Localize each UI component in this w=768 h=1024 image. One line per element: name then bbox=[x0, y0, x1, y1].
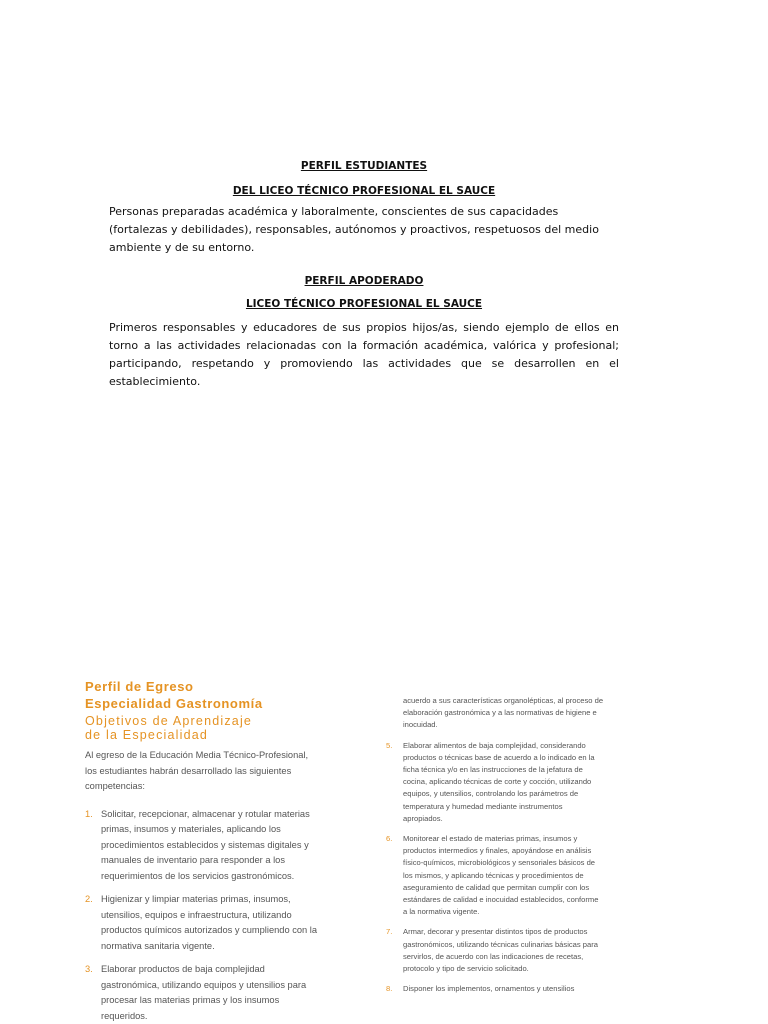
egreso-subtitle-2: de la Especialidad bbox=[85, 728, 209, 742]
item-text: Higienizar y limpiar materias primas, insumos, utensilios, equipos e infraestructura, utilizando productos químicos autorizados y cumpliendo con la normativa sanitaria vigente. bbox=[101, 894, 318, 951]
perfil-apoderado-text: Primeros responsables y educadores de sus propios hijos/as, siendo ejemplo de ellos en torno a las actividades relacionadas con la formación académica, valórica y profesional; participando, respetando y promoviendo las actividades que se desarrollen en el establecimiento. bbox=[109, 321, 619, 388]
egreso-subtitle: Objetivos de Aprendizaje bbox=[85, 714, 253, 728]
perfiles-section bbox=[109, 160, 619, 391]
item-number: 3. bbox=[85, 964, 93, 974]
perfil-egreso-column-left bbox=[85, 678, 317, 1024]
list-item bbox=[386, 740, 604, 825]
list-item bbox=[386, 833, 604, 918]
item-number: 7. bbox=[386, 927, 393, 937]
list-item bbox=[386, 926, 604, 975]
egreso-specialty: Especialidad Gastronomía bbox=[85, 696, 263, 711]
item-number: 6. bbox=[386, 834, 393, 844]
perfil-apoderado-subtitle: LICEO TÉCNICO PROFESIONAL EL SAUCE bbox=[245, 298, 483, 310]
item-number: 2. bbox=[85, 894, 93, 904]
item-text: Elaborar productos de baja complejidad gastronómica, utilizando equipos y utensilios para procesar las materias primas y los insumos requeridos. bbox=[101, 964, 307, 1021]
list-item bbox=[85, 807, 317, 885]
perfil-estudiantes-subtitle: DEL LICEO TÉCNICO PROFESIONAL EL SAUCE bbox=[232, 185, 496, 197]
competencias-list bbox=[85, 807, 317, 1024]
list-item bbox=[386, 983, 604, 995]
item-text: Solicitar, recepcionar, almacenar y rotular materias primas, insumos y materiales, aplicando los procedimientos establecidos y sistemas digitales y manuales de inventario para responder a los requerimientos de los servicios gastronómicos. bbox=[101, 808, 310, 881]
list-item bbox=[85, 962, 317, 1024]
item-text: Armar, decorar y presentar distintos tipos de productos gastronómicos, utilizando técnicas culinarias básicas para servirlos, de acuerdo con las indicaciones de recetas, protocolo y tipo de servicio solicitado. bbox=[403, 927, 599, 974]
item-text: Monitorear el estado de materias primas, insumos y productos intermedios y finales, apoyándose en análisis físico-químicos, microbiológicos y sensoriales básicos de los mismos, y aplicando técnicas y procedimientos de aseguramiento de calidad que permitan cumplir con los estándares de calidad e inocuidad establecidos, conforme a la normativa vigente. bbox=[403, 834, 599, 917]
item-text: acuerdo a sus características organolépticas, al proceso de elaboración gastronómica y a las normativas de higiene e inocuidad. bbox=[403, 696, 604, 730]
list-item bbox=[85, 892, 317, 954]
item-text: Elaborar alimentos de baja complejidad, considerando productos o técnicas base de acuerdo a lo indicado en la ficha técnica y/o en las instrucciones de la jefatura de cocina, aplicando técnicas de corte y cocción, utilizando equipos, y utensilios, controlando los parámetros de temperatura y humedad mediante instrumentos apropiados. bbox=[403, 740, 595, 823]
perfil-apoderado-title: PERFIL APODERADO bbox=[304, 275, 424, 287]
item-number: 5. bbox=[386, 740, 393, 750]
item-number: 1. bbox=[85, 808, 93, 819]
item-number: 8. bbox=[386, 984, 393, 994]
perfil-estudiantes-text: Personas preparadas académica y laboralmente, conscientes de sus capacidades (fortalezas y debilidades), responsables, autónomos y proactivos, respetuosos del medio ambiente y de su entorno. bbox=[109, 205, 599, 254]
egreso-title: Perfil de Egreso bbox=[85, 679, 194, 694]
list-item-continuation bbox=[386, 695, 604, 732]
competencias-list-continued bbox=[386, 740, 604, 996]
perfil-egreso-column-right bbox=[386, 695, 604, 995]
item-text: Disponer los implementos, ornamentos y utensilios bbox=[403, 984, 575, 994]
egreso-intro: Al egreso de la Educación Media Técnico-Profesional, los estudiantes habrán desarrollado las siguientes competencias: bbox=[85, 750, 309, 791]
perfil-estudiantes-title: PERFIL ESTUDIANTES bbox=[300, 160, 428, 172]
